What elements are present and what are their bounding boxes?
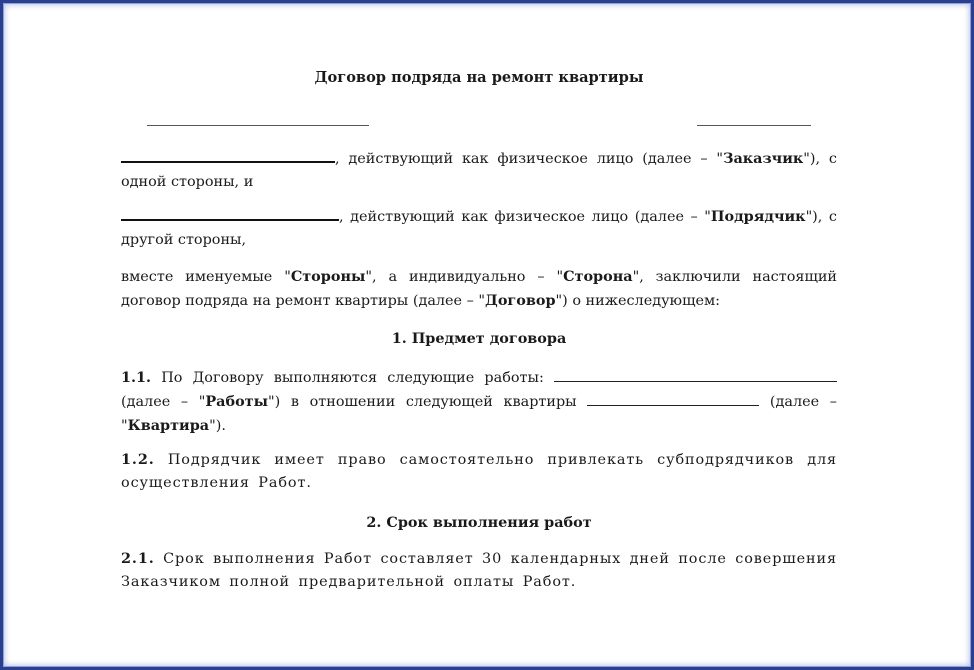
section-2-heading: 2. Срок выполнения работ [366, 514, 592, 531]
clause-1-1-text5: "). [209, 418, 226, 434]
contractor-name-blank [121, 207, 339, 221]
parties-together-paragraph [121, 265, 837, 313]
place-blank-line [147, 111, 369, 126]
term-storony: Стороны [290, 268, 366, 285]
customer-name-blank [121, 149, 335, 163]
clause-number: 2.1. [121, 550, 155, 567]
together-part2: ", а индивидуально – " [365, 269, 564, 285]
works-list-blank [554, 369, 837, 382]
customer-text-after: "), с одной стороны, и [121, 151, 837, 190]
clause-1-1-text3: ") в отношении следующей квартиры [268, 394, 588, 410]
together-part1: вместе именуемые " [121, 269, 291, 285]
contractor-role-term: Подрядчик [710, 208, 806, 225]
clause-number: 1.1. [121, 369, 152, 386]
customer-role-term: Заказчик [723, 150, 804, 167]
date-blank-line [697, 111, 811, 126]
clause-1-1-text4: (далее – " [121, 394, 837, 434]
section-1-heading: 1. Предмет договора [391, 330, 567, 347]
customer-paragraph [121, 147, 837, 194]
term-dogovor: Договор [485, 292, 556, 309]
term-kvartira: Квартира [127, 417, 210, 434]
clause-1-2-text: Подрядчик имеет право самостоятельно привлекать субподрядчиков для осуществления Работ. [121, 452, 837, 491]
term-storona: Сторона [563, 268, 633, 285]
document-title: Договор подряда на ремонт квартиры [314, 69, 644, 86]
clause-2-1 [121, 547, 837, 594]
term-raboty: Работы [205, 393, 269, 410]
together-part4: ") о нижеследующем: [555, 293, 721, 309]
together-part3: ", заключили настоящий договор подряда на ремонт квартиры (далее – " [121, 269, 837, 309]
clause-1-1-text2: (далее – " [121, 394, 206, 410]
apartment-address-blank [587, 393, 759, 406]
customer-text-before: , действующий как физическое лицо (далее – " [335, 151, 724, 167]
contractor-paragraph [121, 205, 837, 252]
contractor-text-before: , действующий как физическое лицо (далее – " [339, 209, 711, 225]
clause-1-1-text1: По Договору выполняются следующие работы: [151, 370, 554, 386]
clause-2-1-text: Срок выполнения Работ составляет 30 календарных дней после совершения Заказчиком полной предварительной оплаты Работ. [121, 551, 837, 590]
clause-number: 1.2. [121, 451, 155, 468]
clause-1-1 [121, 366, 837, 438]
clause-1-2 [121, 448, 837, 495]
contractor-text-after: "), с другой стороны, [121, 209, 837, 248]
